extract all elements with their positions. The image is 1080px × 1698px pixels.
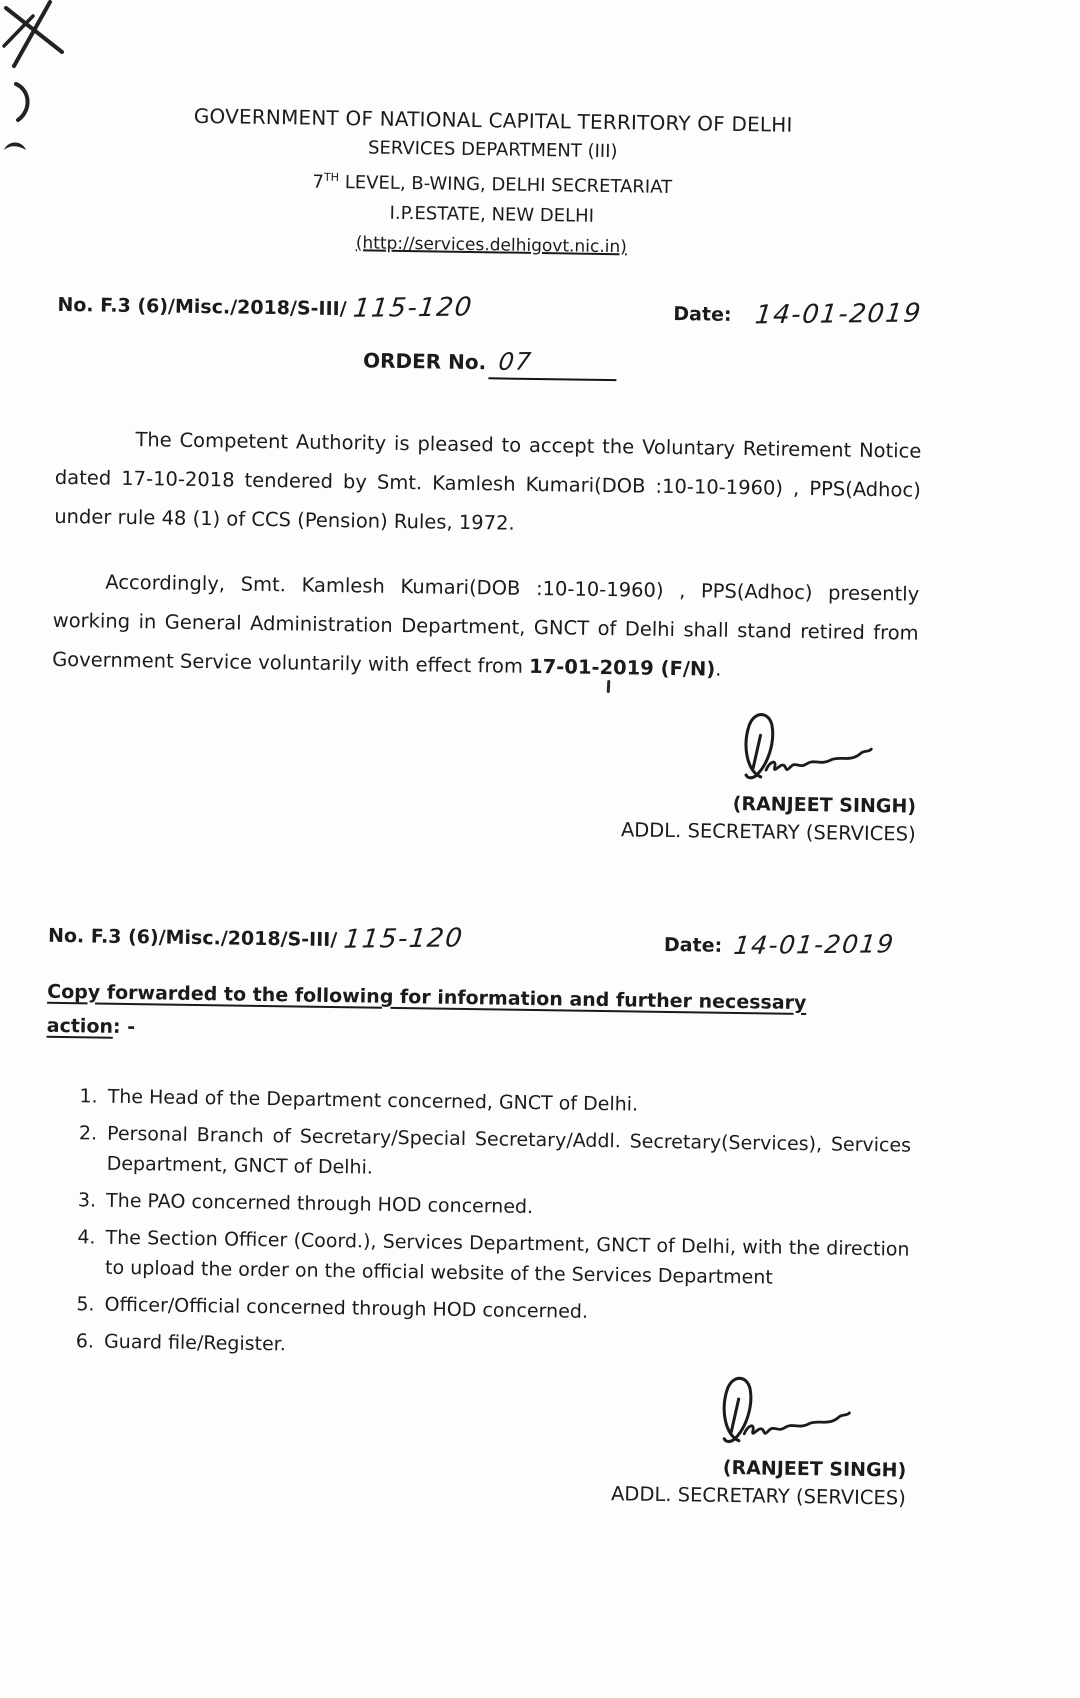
list-item: 1. The Head of the Department concerned, GNCT of Delhi.: [103, 1081, 911, 1123]
signatory-name: (RANJEET SINGH): [732, 792, 917, 818]
file-number-handwritten: 115-120: [342, 922, 465, 955]
address-line-1: 7TH LEVEL, B-WING, DELHI SECRETARIAT: [312, 170, 673, 198]
list-item: 3. The PAO concerned through HOD concerned.: [102, 1185, 910, 1227]
order-number-line: [56, 340, 922, 386]
date-label: Date:: [663, 933, 723, 957]
date-handwritten: 14-01-2019: [732, 928, 897, 960]
ordinal-superscript: TH: [323, 170, 340, 185]
signature-icon: [705, 1372, 856, 1452]
signature-icon: [726, 708, 877, 788]
date-label: Date:: [673, 303, 732, 326]
file-number-handwritten: 115-120: [351, 292, 475, 324]
list-item: 2. Personal Branch of Secretary/Special Secretary/Addl. Secretary(Services), Services Department, GNCT of Delhi.: [102, 1118, 911, 1190]
reference-row-top: [57, 288, 923, 331]
signatory-title: ADDL. SECRETARY (SERVICES): [620, 817, 916, 846]
file-number: No. F.3 (6)/Misc./2018/S-III/ 115-120: [57, 292, 475, 324]
copy-forwarded-heading: Copy forwarded to the following for information and further necessary action: -: [46, 980, 807, 1038]
order-label: ORDER No.: [362, 348, 487, 375]
org-name: GOVERNMENT OF NATIONAL CAPITAL TERRITORY OF DELHI: [193, 103, 793, 137]
signature-block-1: [50, 698, 918, 847]
reference-row-second: [48, 918, 914, 961]
signatory-name: (RANJEET SINGH): [722, 1456, 907, 1482]
list-item: 4. The Section Officer (Coord.), Services Department, GNCT of Delhi, with the direction to upload the order on the official website of the Services Department: [101, 1222, 910, 1294]
date-field: [664, 927, 914, 960]
order-paragraph-1: The Competent Authority is pleased to accept the Voluntary Retirement Notice dated 17-10-2018 tendered by Smt. Kamlesh Kumari(DOB :10-10-1960) , PPS(Adhoc) under rule 48 (1) of CCS (Pension) Rules, 1972.: [54, 428, 922, 535]
order-paragraph-2: Accordingly, Smt. Kamlesh Kumari(DOB :10-10-1960) , PPS(Adhoc) presently working in General Administration Department, GNCT of Delhi shall stand retired from Government Service voluntarily with effect from 17-01-2019 (F/N).: [51, 570, 926, 681]
order-number-handwritten: 07: [496, 347, 534, 376]
effective-date: 17-01-2019 (F/N): [528, 654, 716, 681]
copy-forwarded-list: [42, 1080, 912, 1368]
signatory-title: ADDL. SECRETARY (SERVICES): [610, 1481, 906, 1510]
address-line-2: I.P.ESTATE, NEW DELHI: [389, 202, 595, 227]
dept-name: SERVICES DEPARTMENT (III): [367, 137, 618, 163]
list-item: 6. Guard file/Register.: [100, 1326, 908, 1368]
date-handwritten: 14-01-2019: [753, 298, 924, 331]
signature-block-2: [40, 1362, 908, 1511]
letterhead: [58, 99, 926, 267]
order-number-underline: [488, 346, 616, 381]
list-item: 5. Officer/Official concerned through HOD concerned.: [100, 1289, 908, 1331]
file-number: No. F.3 (6)/Misc./2018/S-III/ 115-120: [47, 922, 465, 955]
website-url: (http://services.delhigovt.nic.in): [355, 233, 628, 258]
date-field: [673, 297, 923, 331]
